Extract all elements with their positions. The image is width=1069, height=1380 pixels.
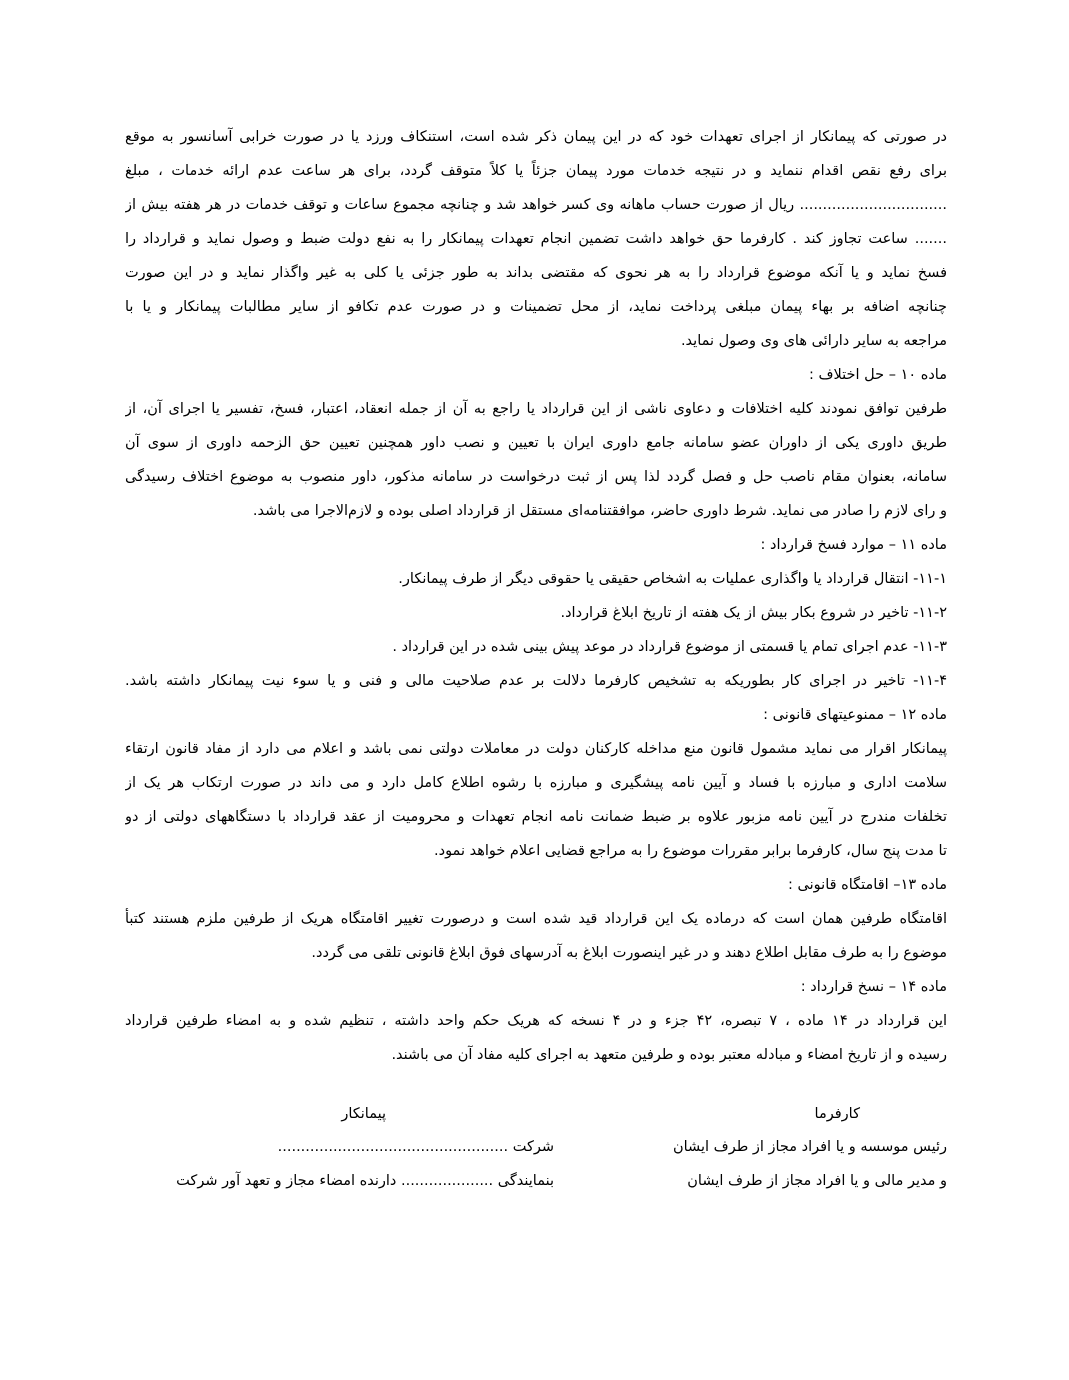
body-text-line: در صورتی که پیمانکار از اجرای تعهدات خود که در این پیمان ذکر شده است، استنکاف ورزد یا در صورت خرابی آسانسور به موقع [125,129,947,145]
employer-signatory-1: رئیس موسسه و یا افراد مجاز از طرف ایشان [672,1139,947,1155]
contractor-company: شرکت .................................................. [277,1139,554,1155]
body-text-line: تا مدت پنج سال، کارفرما برابر مقررات موضوع را به مراجع قضایی اعلام خواهد نمود. [434,843,947,859]
body-text-line: ۱۱-۱- انتقال قرارداد یا واگذاری عملیات به اشخاص حقیقی یا حقوقی دیگر از طرف پیمانکار. [398,571,947,587]
body-text-line: ماده ۱۰ – حل اختلاف : [808,367,947,383]
contractor-title: پیمانکار [341,1106,386,1122]
body-text-line: ماده ۱۱ – موارد فسخ قرارداد : [760,537,947,553]
body-text-line: ماده ۱۲ – ممنوعیتهای قانونی : [763,707,947,723]
body-text-line: پیمانکار اقرار می نماید مشمول قانون منع مداخله کارکنان دولت در معاملات دولتی نمی باشد و اعلام می دارد از مفاد قانون ارتقاء [125,741,947,757]
employer-signatory-2: و مدیر مالی و یا افراد مجاز از طرف ایشان [687,1173,947,1189]
body-text-line: تخلفات مندرج در آیین نامه مزبور علاوه بر ضبط ضمانت نامه انجام تعهدات و محرومیت از عقد قرارداد با دستگاههای دولتی از دو [125,809,947,825]
body-text-line: رسیده و از تاریخ امضاء و مبادله معتبر بوده و طرفین متعهد به اجرای کلیه مفاد آن می باشند. [391,1047,947,1063]
body-text-line: ماده ۱۴ – نسخ قرارداد : [800,979,947,995]
body-text-line: این قرارداد در ۱۴ ماده ، ۷ تبصره، ۴۲ جزء و در ۴ نسخه که هریک حکم واحد داشته ، تنظیم شده و به امضاء طرفین قرارداد [125,1013,947,1029]
body-text-line: فسخ نماید و یا آنکه موضوع قرارداد را به هر نحوی که مقتضی بداند به طور جزئی یا کلی به غیر واگذار نماید و در این صورت [125,265,947,281]
body-text-line: ۱۱-۴- تاخیر در اجرای کار بطوریکه به تشخیص کارفرما دلالت بر عدم صلاحیت مالی و فنی و یا سوء نیت پیمانکار داشته باشد. [125,673,947,689]
employer-title: کارفرما [814,1106,860,1122]
contract-body [125,120,947,1072]
body-text-line: ۱۱-۳- عدم اجرای تمام یا قسمتی از موضوع قرارداد در موعد پیش بینی شده در این قرارداد . [392,639,947,655]
body-text-line: ................................ ریال از صورت حساب ماهانه وی کسر خواهد شد و چنانچه مجموع ساعات و توقف خدمات در هر هفته بیش از [125,197,947,213]
contractor-representative: بنمایندگی .................... دارنده امضاء مجاز و تعهد آور شرکت [176,1173,554,1189]
body-text-line: طرفین توافق نمودند کلیه اختلافات و دعاوی ناشی از این قرارداد یا راجع به آن از جمله انعقاد، اعتبار، فسخ، تفسیر یا اجرای آن، از [125,401,947,417]
body-text-line: ماده ۱۳– اقامتگاه قانونی : [788,877,947,893]
body-text-line: و رای لازم را صادر می نماید. شرط داوری حاضر، موافقتنامه‌ای مستقل از قرارداد اصلی بوده و لازم‌الاجرا می باشد. [252,503,947,519]
body-text-line: ....... ساعت تجاوز کند . کارفرما حق خواهد داشت تضمین انجام تعهدات پیمانکار را به نفع دولت ضبط و وصول نماید و قرارداد را [125,231,947,247]
body-text-line: مراجعه به سایر دارائی های وی وصول نماید. [680,333,947,349]
body-text-line: اقامتگاه طرفین همان است که درماده یک این قرارداد قید شده است و درصورت تغییر اقامتگاه هریک از طرفین ملزم هستند کتبأ [125,911,947,927]
body-text-line: برای رفع نقص اقدام ننماید و در نتیجه خدمات مورد پیمان جزئاً یا کلاً متوقف گردد، برای هر ساعت عدم ارائه خدمات ، مبلغ [125,163,947,179]
body-text-line: چنانچه اضافه بر بهاء پیمان مبلغی پرداخت نماید، از محل تضمینات و در صورت عدم تکافو از سایر مطالبات پیمانکار و یا با [125,299,947,315]
body-text-line: سلامت اداری و مبارزه با فساد و آیین نامه پیشگیری و مبارزه با رشوه اطلاع کامل دارد و می داند در صورت ارتکاب هر یک از [125,775,947,791]
body-text-line: موضوع را به طرف مقابل اطلاع دهند و در غیر اینصورت ابلاغ به آدرسهای فوق ابلاغ قانونی تلقی می گردد. [311,945,947,961]
body-text-line: سامانه، بعنوان مقام ناصب حل و فصل گردد لذا پس از ثبت درخواست در سامانه مذکور، داور منصوب به موضوع اختلاف رسیدگی [125,469,947,485]
body-text-line: طریق داوری یکی از داوران عضو سامانه جامع داوری ایران با تعیین و نصب داور همچنین تعیین حق الزحمه داوری از سوی آن [125,435,947,451]
body-text-line: ۱۱-۲- تاخیر در شروع بکار بیش از یک هفته از تاریخ ابلاغ قرارداد. [560,605,947,621]
